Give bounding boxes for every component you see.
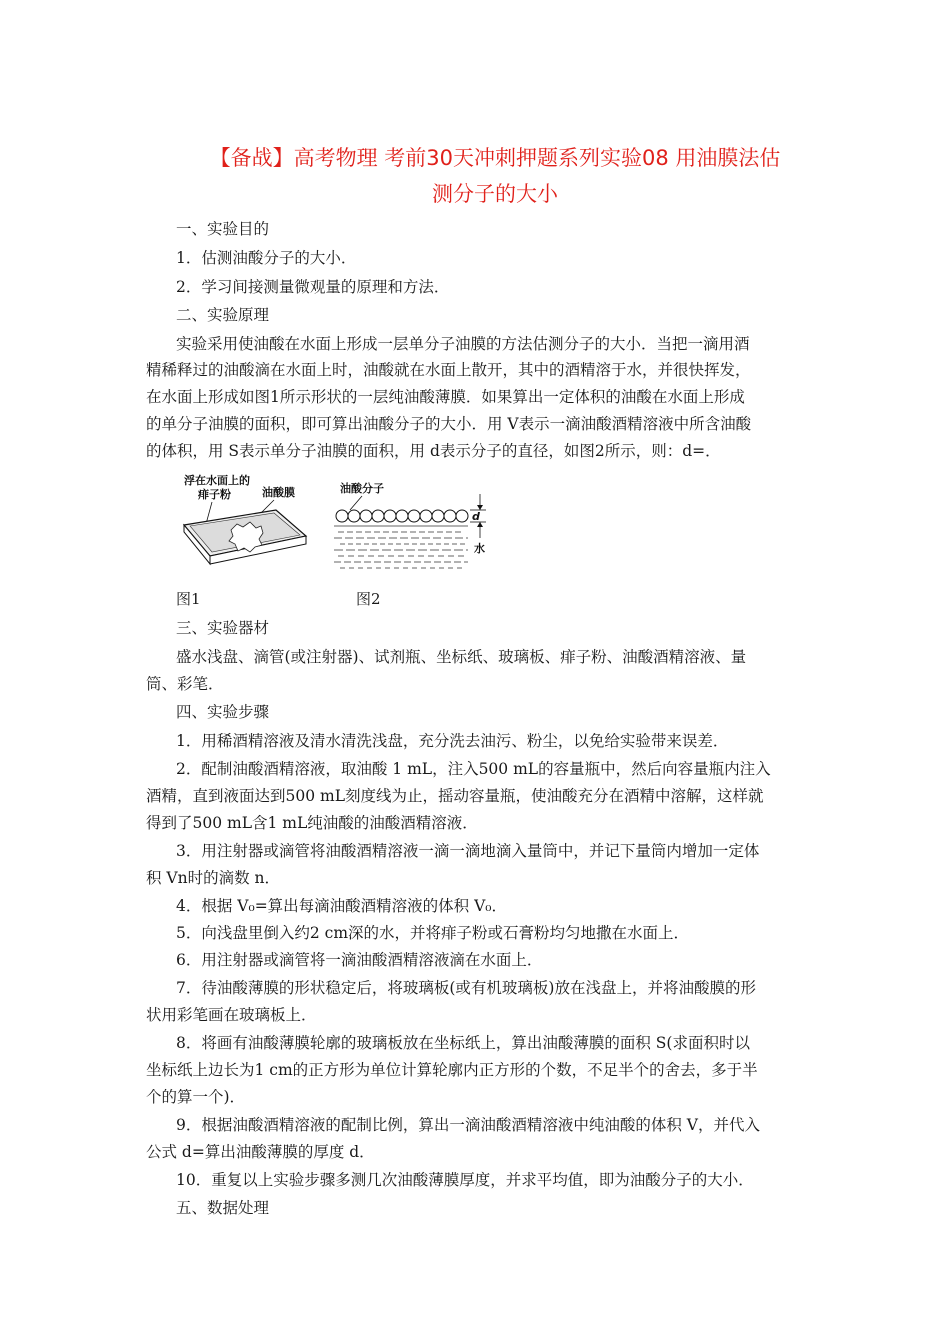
figure-1-tray-diagram [176, 470, 316, 580]
figure-2-molecule-diagram [330, 480, 490, 590]
section-heading-principle: 二、实验原理 [176, 306, 270, 324]
step-5: 5．向浅盘里倒入约2 cm深的水，并将痱子粉或石膏粉均匀地撒在水面上． [176, 924, 690, 942]
step-8-line-3: 个的算一个)． [146, 1088, 246, 1106]
step-9-line-2: 公式 d=算出油酸薄膜的厚度 d． [146, 1143, 375, 1161]
principle-line-2: 精稀释过的油酸滴在水面上时，油酸就在水面上散开，其中的酒精溶于水，并很快挥发， [146, 361, 751, 379]
step-1: 1．用稀酒精溶液及清水清洗浅盘，充分洗去油污、粉尘，以免给实验带来误差． [176, 732, 729, 750]
section-heading-purpose: 一、实验目的 [176, 220, 270, 238]
step-3-line-2: 积 Vn时的滴数 n． [146, 869, 281, 887]
document-title [150, 140, 840, 212]
principle-line-1: 实验采用使油酸在水面上形成一层单分子油膜的方法估测分子的大小．当把一滴用酒 [176, 335, 750, 353]
step-3-line-1: 3．用注射器或滴管将油酸酒精溶液一滴一滴地滴入量筒中，并记下量筒内增加一定体 [176, 842, 760, 860]
fig1-label-2: 痱子粉 [198, 488, 231, 501]
step-7-line-2: 状用彩笔画在玻璃板上． [146, 1006, 317, 1024]
fig2-label-water: 水 [474, 542, 485, 555]
step-7-line-1: 7．待油酸薄膜的形状稳定后，将玻璃板(或有机玻璃板)放在浅盘上，并将油酸膜的形 [176, 979, 756, 997]
section-heading-data: 五、数据处理 [176, 1199, 270, 1217]
step-4: 4．根据 V₀=算出每滴油酸酒精溶液的体积 V₀． [176, 897, 508, 915]
step-6: 6．用注射器或滴管将一滴油酸酒精溶液滴在水面上． [176, 951, 543, 969]
figure-1-caption: 图1 [176, 590, 201, 608]
step-2-line-3: 得到了500 mL含1 mL纯油酸的油酸酒精溶液． [146, 814, 478, 832]
figure-2-caption: 图2 [356, 590, 381, 608]
title-line-2: 测分子的大小 [432, 182, 558, 206]
section-heading-steps: 四、实验步骤 [176, 703, 270, 721]
step-2-line-2: 酒精，直到液面达到500 mL刻度线为止，摇动容量瓶，使油酸充分在酒精中溶解，这样就 [146, 787, 764, 805]
section-heading-materials: 三、实验器材 [176, 619, 270, 637]
title-line-1: 【备战】高考物理 考前30天冲刺押题系列实验08 用油膜法估 [209, 146, 781, 170]
principle-line-5: 的体积，用 S表示单分子油膜的面积，用 d表示分子的直径，如图2所示，则：d=． [146, 442, 721, 460]
step-8-line-1: 8．将画有油酸薄膜轮廓的玻璃板放在坐标纸上，算出油酸薄膜的面积 S(求面积时以 [176, 1034, 750, 1052]
principle-line-4: 的单分子油膜的面积，即可算出油酸分子的大小．用 V表示一滴油酸酒精溶液中所含油酸 [146, 415, 752, 433]
materials-line-2: 筒、彩笔． [146, 675, 224, 693]
fig1-label-1: 浮在水面上的 [184, 474, 250, 487]
fig2-label-1: 油酸分子 [340, 482, 384, 495]
step-2-line-1: 2．配制油酸酒精溶液，取油酸 1 mL，注入500 mL的容量瓶中，然后向容量瓶内注入 [176, 760, 771, 778]
step-10: 10．重复以上实验步骤多测几次油酸薄膜厚度，并求平均值，即为油酸分子的大小． [176, 1171, 754, 1189]
step-9-line-1: 9．根据油酸酒精溶液的配制比例，算出一滴油酸酒精溶液中纯油酸的体积 V，并代入 [176, 1116, 760, 1134]
purpose-item-2: 2．学习间接测量微观量的原理和方法． [176, 278, 450, 296]
fig2-label-d: d [472, 510, 480, 523]
purpose-item-1: 1．估测油酸分子的大小． [176, 249, 357, 267]
fig1-label-3: 油酸膜 [262, 486, 295, 499]
step-8-line-2: 坐标纸上边长为1 cm的正方形为单位计算轮廓内正方形的个数，不足半个的舍去，多于半 [146, 1061, 758, 1079]
principle-line-3: 在水面上形成如图1所示形状的一层纯油酸薄膜．如果算出一定体积的油酸在水面上形成 [146, 388, 745, 406]
materials-line-1: 盛水浅盘、滴管(或注射器)、试剂瓶、坐标纸、玻璃板、痱子粉、油酸酒精溶液、量 [176, 648, 747, 666]
